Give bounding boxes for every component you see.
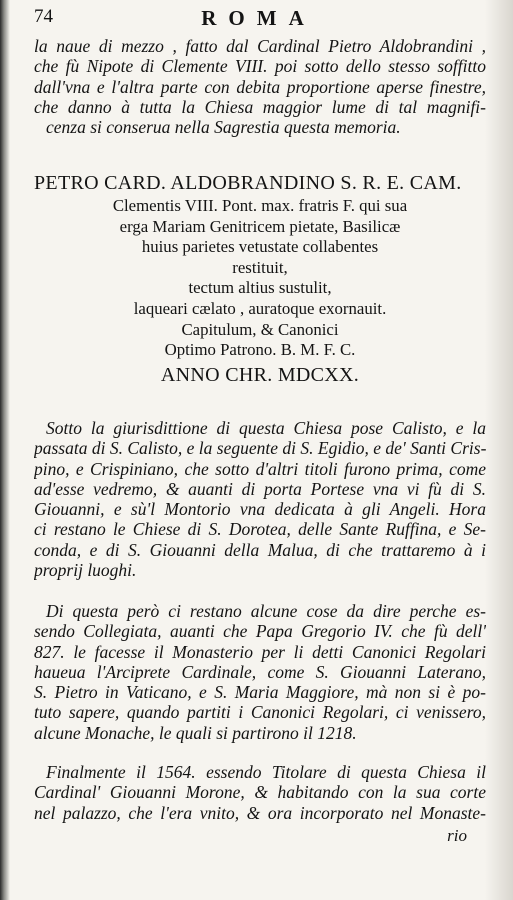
text-line: che danno à tutta la Chiesa maggior lume di tal magnifi-	[34, 96, 486, 117]
text-line: sendo Collegiata, auanti che Papa Gregorio IV. che fù dell'	[34, 621, 486, 642]
inscription-line: laqueari cælato , auratoque exornauit.	[133, 298, 387, 318]
text-line: Sotto la giurisdittione di questa Chiesa pose Calisto, e la	[46, 418, 486, 438]
text-line: tuto sapere, quando partiti i Canonici Regolari, ci venissero,	[34, 702, 486, 723]
text-line: nel palazzo, che l'era vnito, & ora incorporato nel Monaste-	[34, 802, 486, 823]
text-line: cenza si conserua nella Sagrestia questa memoria.	[46, 117, 401, 138]
page-gutter-shadow	[0, 0, 10, 900]
inscription-line: erga Mariam Genitricem pietate, Basilicæ	[119, 216, 401, 236]
text-line: conda, e di S. Giouanni della Malua, di che trattaremo à i	[34, 539, 486, 560]
text-line: haueua l'Arciprete Cardinale, come S. Giouanni Laterano,	[34, 661, 486, 682]
body-paragraph	[34, 601, 486, 743]
inscription-line: huius parietes vetustate collabentes	[141, 237, 379, 257]
text-line: alcune Monache, le quali si partirono il 1218.	[34, 722, 357, 743]
inscription-line: Capitulum, & Canonici	[181, 319, 339, 339]
inscription-line: tectum altius sustulit,	[188, 278, 332, 298]
text-line: pino, e Crispiniano, che sotto d'altri titoli furono prima, come	[34, 458, 486, 479]
text-line: Giouanni, e sù'l Montorio vna dedicata à gli Angeli. Hora	[34, 499, 486, 520]
running-title: ROMA	[201, 6, 316, 30]
inscription-line: Optimo Patrono. B. M. F. C.	[164, 340, 356, 360]
body-paragraph	[34, 418, 486, 580]
text-line: ci restano le Chiese di S. Dorotea, delle Sante Ruffina, e Se-	[34, 519, 486, 540]
page-edge	[485, 0, 513, 900]
inscription-line: restituit,	[232, 257, 288, 277]
inscription-line: Clementis VIII. Pont. max. fratris F. qui sua	[112, 196, 408, 215]
text-line: Di questa però ci restano alcune cose da dire perche es-	[46, 601, 486, 621]
text-line: dall'vna e l'altra parte con debita proportione aperse finestre,	[34, 76, 486, 97]
text-line: la naue di mezzo , fatto dal Cardinal Pietro Aldobrandini ,	[34, 36, 486, 56]
text-line: Cardinal' Giouanni Morone, & habitando con la sua corte	[34, 782, 486, 803]
text-line: passata di S. Calisto, e la seguente di S. Egidio, e de' Santi Cris-	[34, 438, 486, 459]
text-line: proprij luoghi.	[34, 560, 137, 581]
body-paragraph	[34, 762, 486, 823]
text-line: S. Pietro in Vaticano, e S. Maria Maggiore, mà non si è po-	[34, 682, 486, 703]
inscription	[34, 170, 486, 389]
text-line: 827. le facesse il Monasterio per li detti Canonici Regolari	[34, 641, 486, 662]
page-number: 74	[34, 6, 53, 27]
inscription-line: PETRO CARD. ALDOBRANDINO S. R. E. CAM.	[34, 172, 462, 194]
inscription-line: ANNO CHR. MDCXX.	[160, 363, 360, 386]
text-line: che fù Nipote di Clemente VIII. poi sotto dello stesso soffitto	[34, 56, 486, 77]
text-line: Finalmente il 1564. essendo Titolare di questa Chiesa il	[46, 762, 486, 782]
catchword: rio	[447, 826, 467, 845]
intro-paragraph	[34, 36, 486, 137]
page-header	[34, 6, 483, 32]
text-line: ad'esse vedremo, & auanti di porta Portese vna vi fù di S.	[34, 478, 486, 499]
